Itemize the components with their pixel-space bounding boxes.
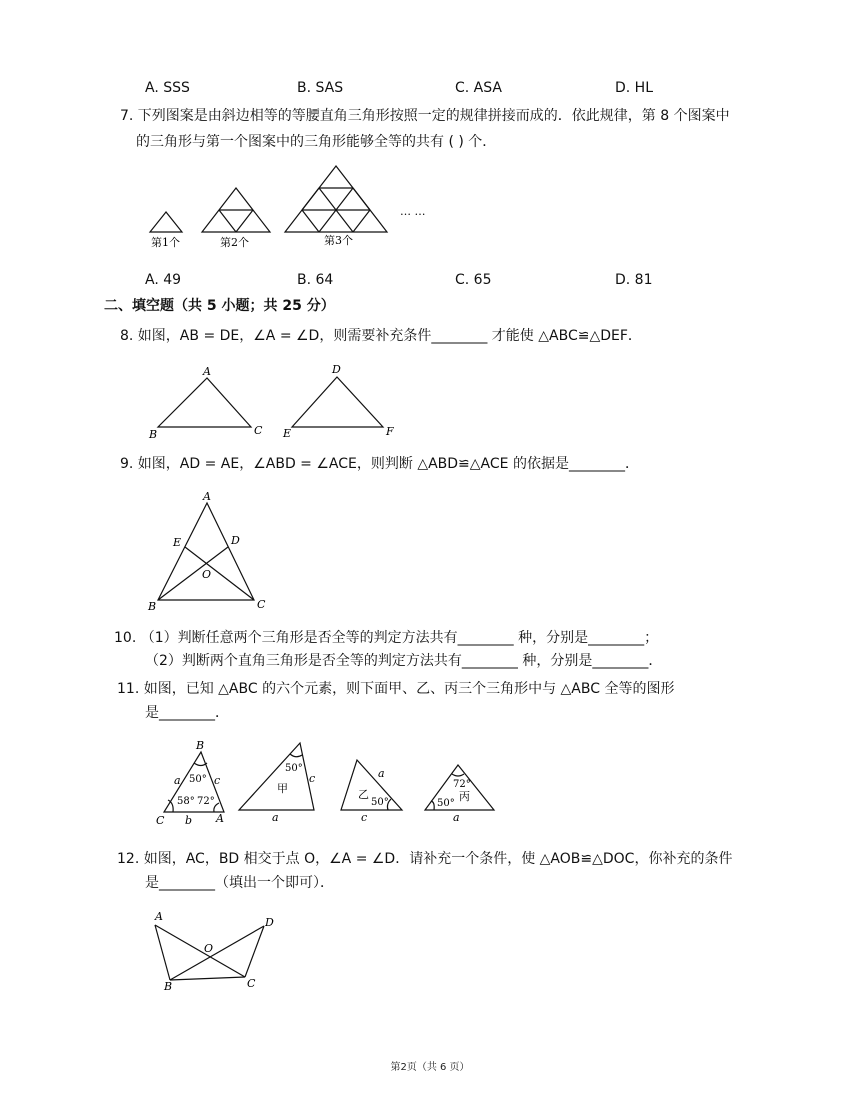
q6-option-a: A. SSS xyxy=(145,80,190,96)
q11-abc-side-c: c xyxy=(214,774,221,787)
q7-figure-1 xyxy=(150,212,182,232)
q11-bing-name: 丙 xyxy=(459,790,470,803)
q12-label-c: C xyxy=(247,977,256,990)
q11-triangle-jia xyxy=(239,743,314,810)
q11-yi-side-a: a xyxy=(378,767,385,780)
q8-label-b: B xyxy=(149,428,158,441)
q7-option-d: D. 81 xyxy=(615,272,653,288)
q11-yi-angle: 50° xyxy=(371,797,389,808)
q8-triangle-def xyxy=(292,377,383,427)
q8-label-d: D xyxy=(332,363,341,376)
q11-text-line2: 是________． xyxy=(145,705,229,721)
q7-fig3-label: 第3个 xyxy=(324,234,353,247)
section-2-title: 二、填空题（共 5 小题；共 25 分） xyxy=(104,298,335,314)
q9-label-o: O xyxy=(202,568,212,581)
q6-option-c: C. ASA xyxy=(455,80,502,96)
q11-abc-label-a: A xyxy=(216,812,224,825)
q11-jia-name: 甲 xyxy=(277,782,288,795)
q11-text-line1: 11. 如图，已知 △ABC 的六个元素，则下面甲、乙、丙三个三角形中与 △ABC 全等的图形 xyxy=(117,681,675,697)
q9-text: 9. 如图，AD = AE，∠ABD = ∠ACE，则判断 △ABD≌△ACE 的依据是________． xyxy=(120,456,639,472)
q9-label-d: D xyxy=(231,534,240,547)
q8-label-e: E xyxy=(283,427,292,440)
q8-text: 8. 如图，AB = DE，∠A = ∠D，则需要补充条件________ 才能使 △ABC≌△DEF． xyxy=(120,328,642,344)
q7-option-b: B. 64 xyxy=(297,272,334,288)
q6-option-b: B. SAS xyxy=(297,80,344,96)
q8-label-f: F xyxy=(386,425,394,438)
q12-label-b: B xyxy=(164,980,173,993)
q7-text-line1: 7. 下列图案是由斜边相等的等腰直角三角形按照一定的规律拼接而成的．依此规律，第 8 个图案中 xyxy=(120,108,730,124)
q9-label-a: A xyxy=(203,490,211,503)
q11-bing-side-a: a xyxy=(453,811,460,824)
q11-abc-angle-b: 50° xyxy=(189,774,207,785)
q11-yi-side-c: c xyxy=(361,811,368,824)
q11-abc-angle-c: 58° xyxy=(177,796,195,807)
q7-figure-3 xyxy=(285,166,387,232)
q8-label-c: C xyxy=(254,424,263,437)
q8-triangle-abc xyxy=(158,378,251,427)
q12-label-d: D xyxy=(265,916,274,929)
q7-option-c: C. 65 xyxy=(455,272,492,288)
q7-fig2-label: 第2个 xyxy=(220,236,249,249)
q9-figure xyxy=(158,503,254,600)
q7-ellipsis: … … xyxy=(400,205,426,218)
q11-bing-angle-top: 72° xyxy=(453,779,471,790)
q12-text-line2: 是________（填出一个即可）． xyxy=(145,875,334,891)
q12-label-o: O xyxy=(204,942,214,955)
q11-abc-angle-a: 72° xyxy=(197,796,215,807)
q11-abc-label-b: B xyxy=(196,739,205,752)
q11-jia-side-c: c xyxy=(309,772,316,785)
q8-label-a: A xyxy=(203,365,211,378)
q12-text-line1: 12. 如图，AC，BD 相交于点 O，∠A = ∠D．请补充一个条件，使 △AOB≌△DOC，你补充的条件 xyxy=(117,851,733,867)
q7-fig1-label: 第1个 xyxy=(151,236,180,249)
q11-abc-side-b: b xyxy=(185,814,193,827)
q11-jia-angle: 50° xyxy=(285,763,303,774)
q7-text-line2: 的三角形与第一个图案中的三角形能够全等的共有 ( ) 个． xyxy=(136,134,497,150)
q12-label-a: A xyxy=(155,910,163,923)
q11-abc-label-c: C xyxy=(156,814,165,827)
page-footer: 第2页（共 6 页） xyxy=(390,1062,470,1073)
q9-label-b: B xyxy=(148,600,157,613)
q11-jia-side-a: a xyxy=(272,811,279,824)
q9-label-c: C xyxy=(257,598,266,611)
q9-label-e: E xyxy=(173,536,182,549)
q10-text-line1: 10. （1）判断任意两个三角形是否全等的判定方法共有________ 种，分别是________； xyxy=(114,630,659,646)
q7-option-a: A. 49 xyxy=(145,272,182,288)
q11-yi-name: 乙 xyxy=(358,788,369,801)
q11-abc-side-a: a xyxy=(174,774,181,787)
q11-bing-angle-left: 50° xyxy=(437,798,455,809)
q10-text-line2: （2）判断两个直角三角形是否全等的判定方法共有________ 种，分别是________． xyxy=(145,653,663,669)
q6-option-d: D. HL xyxy=(615,80,654,96)
q7-figure-2 xyxy=(202,188,270,232)
